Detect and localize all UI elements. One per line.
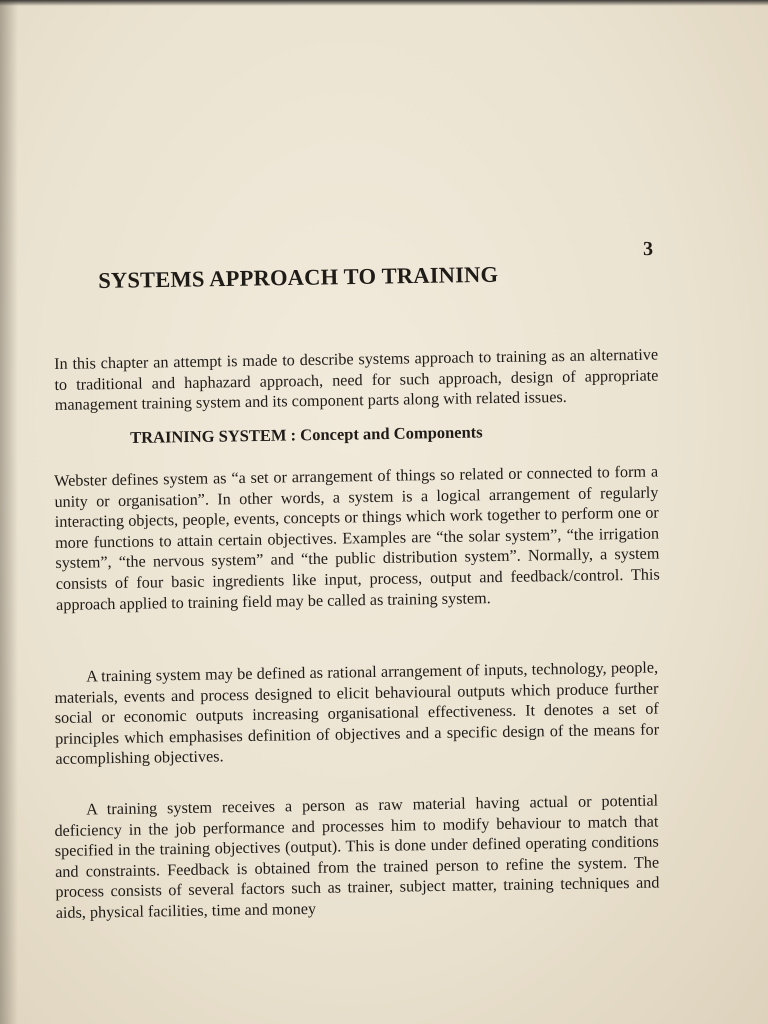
paragraph-definition: Webster defines system as “a set or arrangement of things so related or connected to form a unity or organisation”. In other words, a system is a logical arrangement of regularly interacting objects, people, events, concepts or things which work together to perform one or more functions to attain certain objectives. Examples are “the solar system”, “the irrigation system”, “the nervous system” and “the public distribution system”. Normally, a system consists of four basic ingredients like input, process, output and feedback/control. This approach applied to training field may be called as training system.	[54, 462, 660, 614]
chapter-title: SYSTEMS APPROACH TO TRAINING	[98, 261, 499, 293]
page-top-edge	[0, 0, 768, 6]
page-spine-shadow	[0, 0, 18, 1024]
section-heading: TRAINING SYSTEM : Concept and Components	[130, 422, 483, 447]
paragraph-process: A training system receives a person as raw material having actual or potential deficiency in the job performance and processes him to modify behaviour to match that specified in the training objectives (output). This is done under defined operating conditions and constraints. Feedback is obtained from the trained person to refine the system. The process consists of several factors such as trainer, subject matter, training techniques and aids, physical facilities, time and money	[54, 791, 660, 923]
chapter-number: 3	[642, 237, 654, 261]
paragraph-intro: In this chapter an attempt is made to describe systems approach to training as an alternative to traditional and haphazard approach, need for such approach, design of appropriate management training system and its component parts along with related issues.	[54, 345, 659, 415]
paragraph-training-system: A training system may be defined as rational arrangement of inputs, technology, people, materials, events and process designed to elicit behavioural outputs which produce further social or economic outputs increasing organisational effectiveness. It denotes a set of principles which emphasises definition of objectives and a specific design of the means for accomplishing objectives.	[54, 658, 660, 769]
